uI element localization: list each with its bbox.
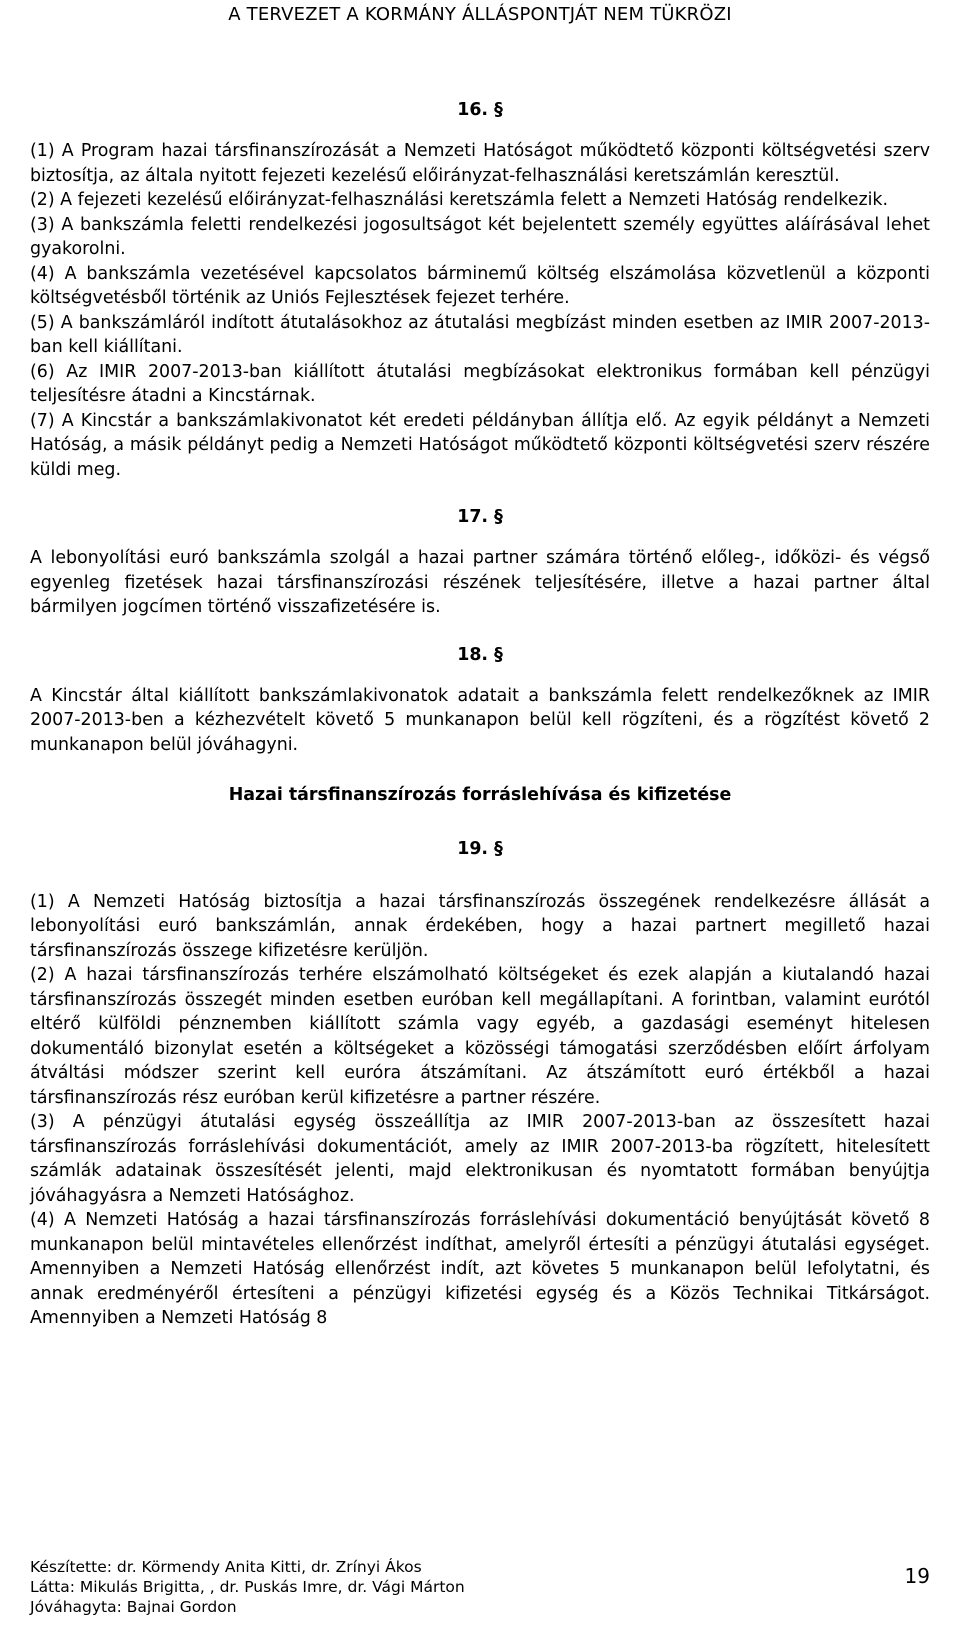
paragraph: (3) A bankszámla feletti rendelkezési jogosultságot két bejelentett személy együttes aláírásával lehet gyakorolni. (30, 214, 930, 259)
paragraph: (4) A Nemzeti Hatóság a hazai társfinanszírozás forráslehívási dokumentáció benyújtását követő 8 munkanapon belül mintavételes ellenőrzést indíthat, amelyről értesíti a pénzügyi átutalási egységet. Amennyiben a Nemzeti Hatóság ellenőrzést indít, azt követes 5 munkanapon belül lefolytatni, és annak eredményéről értesíteni a pénzügyi kifizetési egység és a Közös Technikai Titkárságot. Amennyiben a Nemzeti Hatóság 8 (30, 1210, 930, 1328)
paragraph: (2) A fejezeti kezelésű előirányzat-felhasználási keretszámla felett a Nemzeti Hatóság rendelkezik. (30, 190, 889, 210)
paragraph: (5) A bankszámláról indított átutalásokhoz az átutalási megbízást minden esetben az IMIR 2007-2013-ban kell kiállítani. (30, 312, 930, 357)
section-title-17: 17. § (457, 507, 503, 527)
chapter-title: Hazai társfinanszírozás forráslehívása és kifizetése (228, 785, 732, 805)
document-body (30, 95, 930, 1331)
section-title-16: 16. § (457, 100, 503, 120)
paragraph: (1) A Program hazai társfinanszírozását a Nemzeti Hatóságot működtető központi költségvetési szerv biztosítja, az általa nyitott fejezeti kezelésű előirányzat-felhasználási keretszámlán keresztül. (30, 141, 930, 186)
paragraph: (1) A Nemzeti Hatóság biztosítja a hazai társfinanszírozás összegének rendelkezésre állását a lebonyolítási euró bankszámlán, annak érdekében, hogy a hazai partnert megillető hazai társfinanszírozás összege kifizetésre kerüljön. (30, 891, 930, 961)
footer-approved-by: Jóváhagyta: Bajnai Gordon (30, 1598, 237, 1616)
paragraph: (2) A hazai társfinanszírozás terhére elszámolható költségeket és ezek alapján a kiutalandó hazai társfinanszírozás összegét minden esetben euróban kell megállapítani. A forintban, valamint eurótól eltérő külföldi pénznemben kiállított számla vagy egyéb, a gazdasági eseményt hitelesen dokumentáló bizonylat esetén a költségeket a közösségi támogatási szerződésben előírt árfolyam átváltási módszer szerint kell euróra átszámítani. Az átszámított euró értékből a hazai társfinanszírozás rész euróban kerül kifizetésre a partner részére. (30, 965, 930, 1108)
footer-seen-by: Látta: Mikulás Brigitta, , dr. Puskás Imre, dr. Vági Márton (30, 1578, 465, 1596)
page-number: 19 (904, 1564, 930, 1588)
footer-prepared-by: Készítette: dr. Körmendy Anita Kitti, dr. Zrínyi Ákos (30, 1558, 422, 1576)
paragraph: (7) A Kincstár a bankszámlakivonatot két eredeti példányban állítja elő. Az egyik példányt a Nemzeti Hatóság, a másik példányt pedig a Nemzeti Hatóságot működtető központi költségvetési szerv részére küldi meg. (30, 410, 930, 480)
section-title-18: 18. § (457, 644, 503, 665)
paragraph: (4) A bankszámla vezetésével kapcsolatos bárminemű költség elszámolása közvetlenül a központi költségvetésből történik az Uniós Fejlesztések fejezet terhére. (30, 263, 930, 308)
section-title-19: 19. § (457, 838, 503, 859)
document-footer (30, 1557, 930, 1617)
document-header: A TERVEZET A KORMÁNY ÁLLÁSPONTJÁT NEM TÜKRÖZI (228, 4, 732, 25)
paragraph: A Kincstár által kiállított bankszámlakivonatok adatait a bankszámla felett rendelkezőknek az IMIR 2007-2013-ben a kézhezvételt követő 5 munkanapon belül kell rögzíteni, és a rögzítést követő 2 munkanapon belül jóváhagyni. (30, 685, 930, 755)
paragraph: A lebonyolítási euró bankszámla szolgál a hazai partner számára történő előleg-, időközi- és végső egyenleg fizetések hazai társfinanszírozási részének teljesítésére, illetve a hazai partner által bármilyen jogcímen történő visszafizetésére is. (30, 548, 930, 617)
paragraph: (6) Az IMIR 2007-2013-ban kiállított átutalási megbízásokat elektronikus formában kell pénzügyi teljesítésre átadni a Kincstárnak. (30, 361, 930, 406)
paragraph: (3) A pénzügyi átutalási egység összeállítja az IMIR 2007-2013-ban az összesített hazai társfinanszírozás forráslehívási dokumentációt, amely az IMIR 2007-2013-ba rögzített, hitelesített számlák adatainak összesítését jelenti, majd elektronikusan és nyomtatott formában benyújtja jóváhagyásra a Nemzeti Hatósághoz. (30, 1112, 930, 1206)
